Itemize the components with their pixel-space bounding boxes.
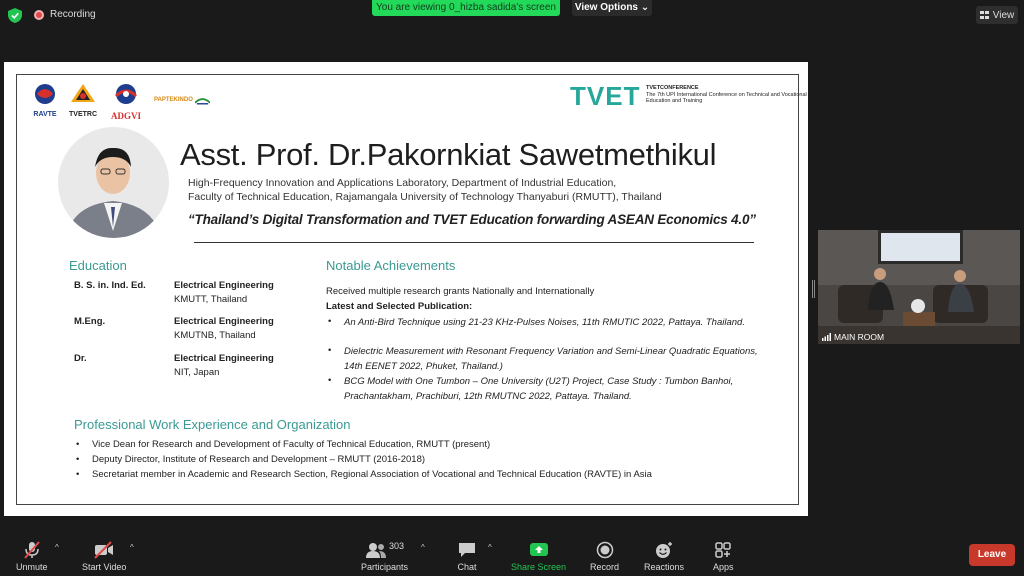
work-item-2: Deputy Director, Institute of Research and Development – RMUTT (2016-2018) — [92, 454, 426, 465]
divider — [194, 242, 754, 243]
share-screen-icon — [529, 541, 549, 559]
start-video-button[interactable] — [82, 541, 126, 572]
main-room-label: MAIN ROOM — [834, 332, 885, 342]
unmute-label: Unmute — [16, 562, 48, 572]
share-screen-button[interactable] — [511, 541, 566, 572]
chevron-down-icon: ⌄ — [640, 2, 650, 13]
chat-options-caret-icon[interactable]: ^ — [488, 543, 492, 552]
education-school-3: NIT, Japan — [174, 367, 220, 378]
publication-item-2: Dielectric Measurement with Resonant Frequency Variation and Semi-Linear Quadratic Equations, 14th EENET 2022, Phuket, Thailand.) — [344, 346, 758, 372]
chat-label: Chat — [457, 562, 477, 572]
education-degree-1: B. S. in. Ind. Ed. — [74, 280, 146, 291]
apps-button[interactable] — [713, 541, 734, 572]
record-dot-icon — [34, 10, 44, 20]
top-bar — [0, 0, 1024, 30]
speaker-affiliation — [188, 176, 662, 204]
bullet-icon: • — [76, 454, 80, 465]
ravte-logo: RAVTE — [31, 82, 59, 118]
video-tile-main-room[interactable] — [818, 230, 1020, 344]
education-heading: Education — [69, 258, 127, 273]
share-screen-label: Share Screen — [511, 562, 567, 572]
participant-count: 303 — [389, 541, 405, 551]
education-field-3: Electrical Engineering — [174, 353, 274, 364]
talk-title: “Thailand’s Digital Transformation and TVET Education forwarding ASEAN Economics 4.0” — [188, 212, 756, 227]
record-label: Record — [590, 562, 620, 572]
video-options-caret-icon[interactable]: ^ — [130, 543, 134, 552]
grid-view-icon — [980, 11, 989, 19]
video-tile-label — [822, 332, 884, 342]
tvet-logo: TVET — [570, 81, 641, 111]
bullet-icon: • — [328, 375, 332, 386]
shield-icon[interactable] — [8, 8, 22, 23]
record-icon — [595, 541, 615, 559]
recording-label: Recording — [50, 9, 96, 20]
leave-button[interactable]: Leave — [969, 544, 1015, 566]
education-degree-3: Dr. — [74, 353, 87, 364]
record-button[interactable] — [590, 541, 619, 572]
view-options-label: View Options — [574, 2, 638, 13]
viewing-banner: You are viewing 0_hizba sadida's screen — [372, 0, 560, 16]
camera-off-icon — [93, 541, 115, 559]
adgvi-logo: ADGVI — [106, 82, 146, 118]
bullet-icon: • — [328, 345, 332, 356]
chat-button[interactable] — [457, 541, 477, 572]
education-field-2: Electrical Engineering — [174, 316, 274, 327]
tvetrc-logo: TVETRC — [66, 82, 100, 118]
achievements-heading: Notable Achievements — [326, 258, 456, 273]
view-button[interactable] — [976, 6, 1018, 24]
signal-bars-icon — [822, 333, 831, 341]
unmute-button[interactable] — [16, 541, 48, 572]
bullet-icon: • — [76, 439, 80, 450]
publication-item-3: BCG Model with One Tumbon – One University (U2T) Project, Case Study : Tumbon Banhoi, Prachantakham, Prachiburi, 12th RMUTNC 2022, Pattaya. Thailand. — [344, 376, 734, 402]
room-video-feed — [818, 230, 1020, 344]
work-item-1: Vice Dean for Research and Development of Faculty of Technical Education, RMUTT (present) — [92, 439, 491, 450]
achievement-grants: Received multiple research grants Nationally and Internationally — [326, 286, 595, 297]
publication-heading: Latest and Selected Publication: — [326, 301, 473, 312]
education-school-1: KMUTT, Thailand — [174, 294, 248, 305]
start-video-label: Start Video — [82, 562, 127, 572]
view-label: View — [992, 9, 1015, 21]
panel-resize-handle[interactable] — [812, 280, 815, 298]
participants-icon — [365, 541, 387, 559]
reactions-icon — [654, 541, 674, 559]
chat-icon — [457, 541, 477, 559]
bullet-icon: • — [76, 469, 80, 480]
apps-icon — [713, 541, 733, 559]
work-item-3: Secretariat member in Academic and Research Section, Regional Association of Vocational and Technical Education (RAVTE) in Asia — [92, 469, 652, 480]
recording-indicator[interactable] — [34, 9, 96, 20]
audio-options-caret-icon[interactable]: ^ — [55, 543, 59, 552]
participants-button[interactable] — [361, 541, 408, 572]
affiliation-line-1: High-Frequency Innovation and Applications Laboratory, Department of Industrial Education, — [188, 177, 617, 189]
view-options-button[interactable] — [572, 0, 652, 16]
paptekindo-logo: PAPTEKINDO — [154, 92, 210, 108]
participants-options-caret-icon[interactable]: ^ — [421, 543, 425, 552]
affiliation-line-2: Faculty of Technical Education, Rajamangala University of Technology Thanyaburi (RMUTT), Thailand — [188, 191, 662, 203]
education-field-1: Electrical Engineering — [174, 280, 274, 291]
apps-label: Apps — [713, 562, 734, 572]
shared-screen-slide — [4, 62, 808, 516]
speaker-photo — [58, 127, 169, 238]
reactions-button[interactable] — [644, 541, 684, 572]
education-degree-2: M.Eng. — [74, 316, 106, 327]
speaker-name: Asst. Prof. Dr.Pakornkiat Sawetmethikul — [180, 137, 717, 172]
tvet-conference-title: TVETCONFERENCE — [646, 85, 699, 91]
education-school-2: KMUTNB, Thailand — [174, 330, 256, 341]
participants-label: Participants — [361, 562, 409, 572]
meeting-toolbar — [0, 531, 1024, 576]
work-heading: Professional Work Experience and Organization — [74, 417, 351, 432]
bullet-icon: • — [328, 316, 332, 327]
tvet-conference-info — [646, 85, 807, 105]
tvet-conference-subtitle-2: Education and Training — [646, 98, 703, 104]
publication-item-1: An Anti-Bird Technique using 21-23 KHz-Pulses Noises, 11th RMUTIC 2022, Pattaya. Thailand. — [344, 317, 745, 328]
microphone-muted-icon — [22, 541, 42, 559]
reactions-label: Reactions — [644, 562, 685, 572]
tvet-conference-subtitle-1: The 7th UPI International Conference on Technical and Vocational — [646, 91, 807, 98]
